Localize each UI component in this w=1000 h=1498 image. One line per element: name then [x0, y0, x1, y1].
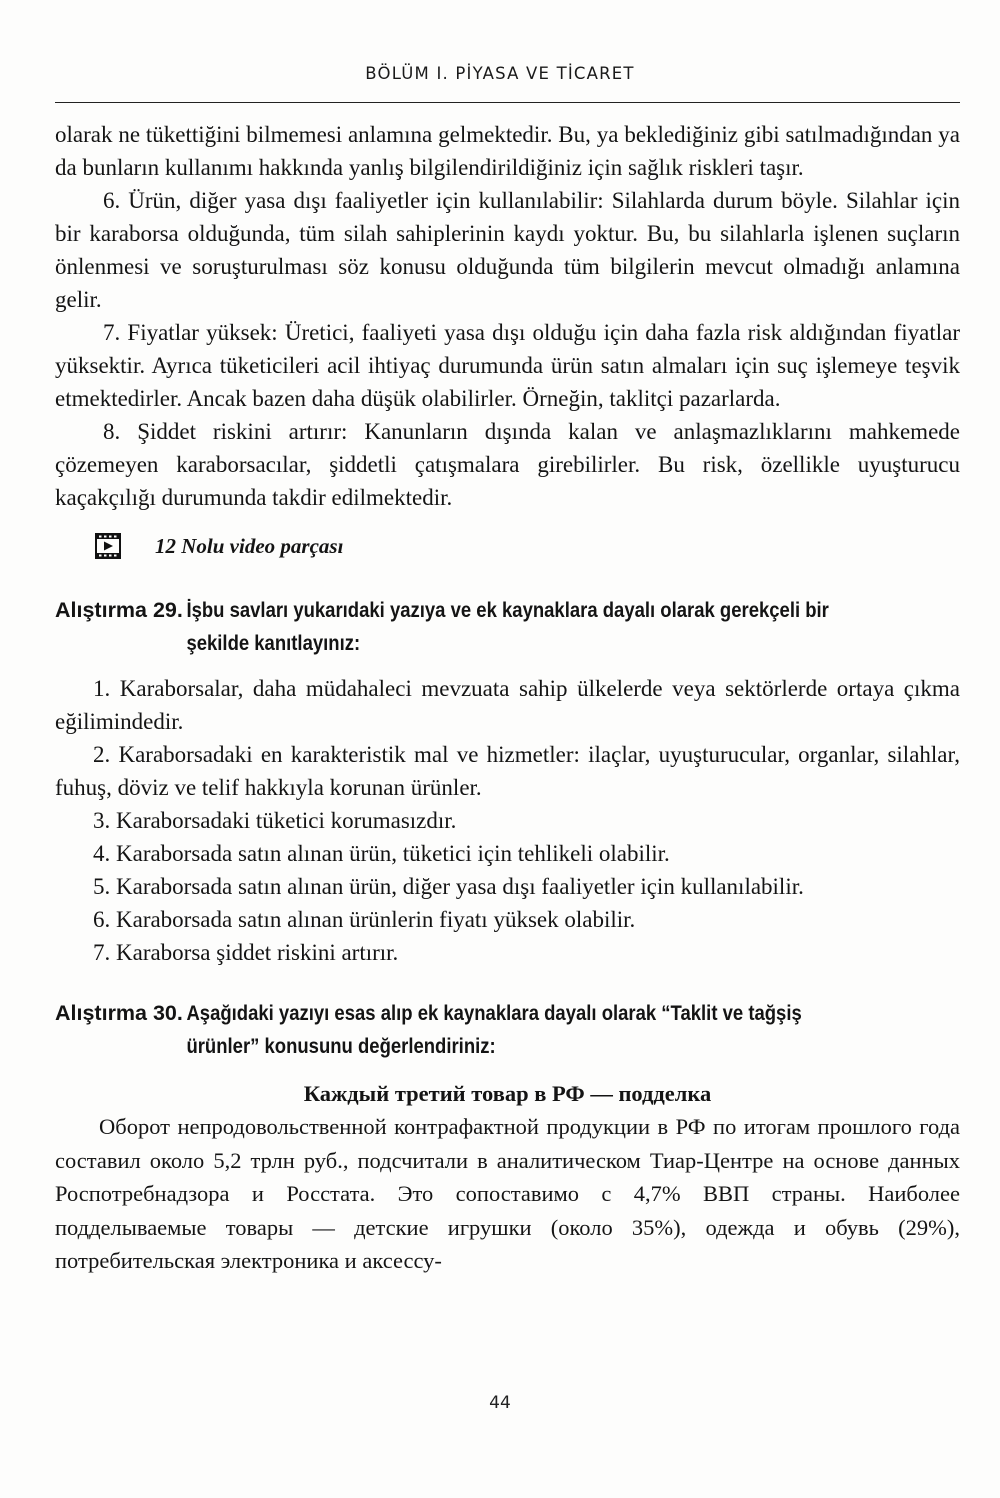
article-body: [55, 1110, 960, 1278]
paragraph-item-6: 6. Ürün, diğer yasa dışı faaliyetler için kullanılabilir: Silahlarda durum böyle. Silahlar için bir karaborsa olduğunda, tüm silah sahiplerinin kaydı yoktur. Bu, bu silahlarla işlenen suçların önlenmesi ve soruşturulması söz konusu olduğunda tüm bilgilerin mevcut olmadığı anlamına gelir.: [55, 188, 960, 312]
paragraph-item-7: 7. Fiyatlar yüksek: Üretici, faaliyeti yasa dışı olduğu için daha fazla risk aldığından fiyatlar yüksektir. Ayrıca tüketicileri acil ihtiyaç durumunda ürün satın almaları için suç işlemeye teşvik etmektedirler. Ancak bazen daha düşük olabilirler. Örneğin, taklitçi pazarlarda.: [55, 320, 960, 411]
exercise-30-heading: [55, 997, 960, 1063]
video-clip-icon: [95, 533, 121, 559]
list-item: 6. Karaborsada satın alınan ürünlerin fiyatı yüksek olabilir.: [93, 907, 636, 932]
paragraph-item-8: 8. Şiddet riskini artırır: Kanunların dışında kalan ve anlaşmazlıklarını mahkemede çözemeyen karaborsacılar, şiddetli çatışmalara girebilirler. Bu risk, özellikle uyuşturucu kaçakçılığı durumunda takdir edilmektedir.: [55, 419, 960, 510]
article-title: Каждый третий товар в РФ — подделка: [303, 1081, 712, 1106]
exercise-29-heading: [55, 594, 960, 660]
list-item: 7. Karaborsa şiddet riskini artırır.: [93, 940, 399, 965]
page-number: 44: [489, 1393, 511, 1413]
exercise-29-list: [55, 672, 960, 969]
list-item: 5. Karaborsada satın alınan ürün, diğer yasa dışı faaliyetler için kullanılabilir.: [93, 874, 804, 899]
exercise-29-text: İşbu savları yukarıdaki yazıya ve ek kaynaklara dayalı olarak gerekçeli bir şekilde kanıtlayınız:: [186, 598, 829, 655]
exercise-29-label: Alıştırma 29.: [55, 598, 183, 622]
page-body: [55, 118, 960, 1278]
list-item: 3. Karaborsadaki tüketici korumasızdır.: [93, 808, 457, 833]
video-reference[interactable]: [55, 526, 960, 566]
paragraph-continuation: olarak ne tükettiğini bilmemesi anlamına gelmektedir. Bu, ya beklediğiniz gibi satılmadığından ya da bunların kullanımı hakkında yanlış bilgilendirildiğiniz için sağlık riskleri taşır.: [55, 122, 960, 180]
running-header: BÖLÜM I. PİYASA VE TİCARET: [365, 64, 635, 83]
article-paragraph: Оборот непродовольственной контрафактной продукции в РФ по итогам прошлого года составил около 5,2 трлн руб., подсчитали в аналитическом Тиар-Центре на основе данных Роспотребнадзора и Росстата. Это сопоставимо с 4,7% ВВП страны. Наиболее подделываемые товары — детские игрушки (около 35%), одежда и обувь (29%), потребительская электроника и аксессу-: [55, 1114, 960, 1273]
list-item: 4. Karaborsada satın alınan ürün, tüketici için tehlikeli olabilir.: [93, 841, 670, 866]
list-item: 2. Karaborsadaki en karakteristik mal ve hizmetler: ilaçlar, uyuşturucular, organlar, silahlar, fuhuş, döviz ve telif hakkıyla korunan ürünler.: [55, 742, 960, 800]
header-divider: [55, 102, 960, 103]
exercise-30-text: Aşağıdaki yazıyı esas alıp ek kaynaklara dayalı olarak “Taklit ve tağşiş ürünler” konusunu değerlendiriniz:: [186, 1001, 802, 1058]
exercise-30-label: Alıştırma 30.: [55, 1001, 183, 1025]
video-label: 12 Nolu video parçası: [155, 533, 344, 558]
list-item: 1. Karaborsalar, daha müdahaleci mevzuata sahip ülkelerde veya sektörlerde ortaya çıkma eğilimindedir.: [55, 676, 960, 734]
